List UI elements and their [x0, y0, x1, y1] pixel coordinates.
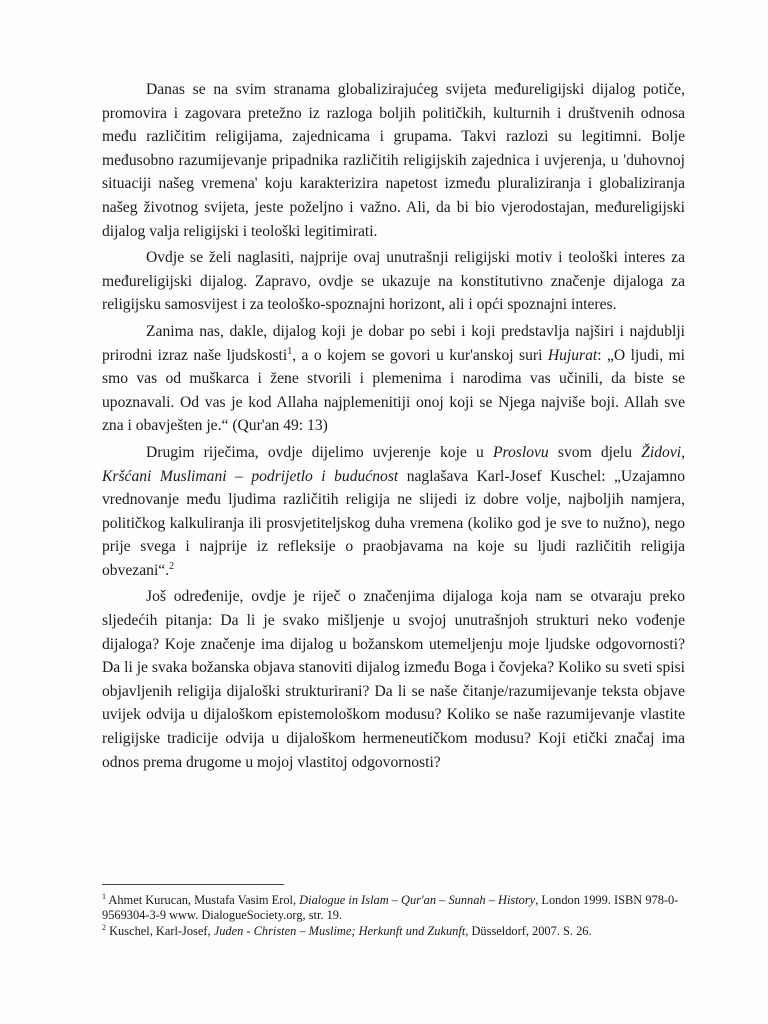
body-paragraph	[102, 441, 685, 583]
text-run: Zanima nas, dakle, dijalog koji je dobar po sebi i koji predstavlja najširi i najdublji prirodni izraz naše ljudskosti	[102, 322, 685, 364]
footnote-marker: 2	[102, 922, 106, 932]
body-paragraph	[102, 585, 685, 774]
footnote-divider	[102, 884, 284, 885]
body-text	[102, 78, 685, 774]
footnote-marker: 1	[102, 891, 106, 901]
text-run: Kuschel, Karl-Josef,	[106, 923, 214, 938]
text-run: : „O ljudi, mi smo vas od muškarca i žene stvorili i plemenima i narodima vas učinili, da biste se upoznavali. Od vas je kod Allaha najplemenitiji onoj koji se Njega najviše boji. Allah sve zna i obavješten je.“ (Qur'an 49: 13)	[102, 346, 685, 435]
footnote-marker: 2	[169, 560, 175, 572]
text-run: , a o kojem se govori u kur'anskoj suri	[292, 346, 548, 364]
text-run: Ovdje se želi naglasiti, najprije ovaj unutrašnji religijski motiv i teološki interes za međureligijski dijalog. Zapravo, ovdje se ukazuje na konstitutivno značenje dijaloga za religijsku samosvijest i za teološko-spoznajni horizont, ali i opći spoznajni interes.	[102, 249, 685, 314]
italic-title: Dialogue in Islam – Qur'an – Sunnah – History	[299, 893, 536, 907]
footnote	[102, 924, 688, 939]
text-run: Danas se na svim stranama globalizirajućeg svijeta međureligijski dijalog potiče, promovira i zagovara pretežno iz razloga boljih političkih, kulturnih i društvenih odnosa među različitim religijama, zajednicama i grupama. Takvi razlozi su legitimni. Bolje međusobno razumijevanje pripadnika različitih religijskih zajednica i uvjerenja, u 'duhovnoj situaciji našeg vremena' koju karakterizira napetost između pluraliziranja i globaliziranja našeg životnog svijeta, jeste poželjno i važno. Ali, da bi bio vjerodostajan, međureligijski dijalog valja religijski i teološki legitimirati.	[102, 81, 685, 240]
body-paragraph	[102, 78, 685, 243]
italic-title: Židovi, Kršćani Muslimani – podrijetlo i budućnost	[102, 443, 685, 485]
text-run: , London 1999. ISBN 978-0-9569304-3-9 www. DialogueSociety.org, str. 19.	[102, 893, 679, 923]
italic-title: Proslovu	[493, 443, 549, 461]
text-run: naglašava Karl-Josef Kuschel: „Uzajamno vrednovanje među ljudima različitih religija ne slijedi iz dobre volje, najboljih namjera, političkog kalkuliranja ili prosvjetiteljskog duha vremena (koliko god je sve to nužno), nego prije svega i najprije iz refleksije o praobjavama na koje su ljudi različitih religija obvezani“.	[102, 467, 686, 579]
text-run: svom djelu	[548, 443, 642, 461]
body-paragraph	[102, 320, 685, 438]
footnote	[102, 893, 688, 924]
footnote-marker: 1	[287, 345, 293, 357]
text-run: Ahmet Kurucan, Mustafa Vasim Erol,	[106, 893, 300, 907]
italic-title: Hujurat	[547, 346, 598, 364]
text-run: Još određenije, ovdje je riječ o značenjima dijaloga koja nam se otvaraju preko sljedećih pitanja: Da li je svako mišljenje u svojoj unutrašnjoh strukturi neko vođenje dijaloga? Koje značenje ima dijalog u božanskom utemeljenju moje ljudske odgovornosti? Da li je svaka božanska objava stanoviti dijalog između Boga i čovjeka? Koliko su sveti spisi objavljenih religija dijaloški strukturirani? Da li se naše čitanje/razumijevanje teksta objave uvijek odvija u dijaloškom epistemološkom modusu? Koliko se naše razumijevanje vlastite religijske tradicije odvija u dijaloškom hermeneutičkom modusu? Koji etički značaj ima odnos prema drugome u mojoj vlastitoj odgovornosti?	[102, 588, 685, 771]
text-run: Drugim riječima, ovdje dijelimo uvjerenje koje u	[146, 443, 493, 461]
body-paragraph	[102, 246, 685, 317]
italic-title: Juden - Christen – Muslime; Herkunft und Zukunft	[213, 923, 466, 938]
text-run: , Düsseldorf, 2007. S. 26.	[465, 923, 592, 938]
footnotes	[102, 893, 688, 939]
